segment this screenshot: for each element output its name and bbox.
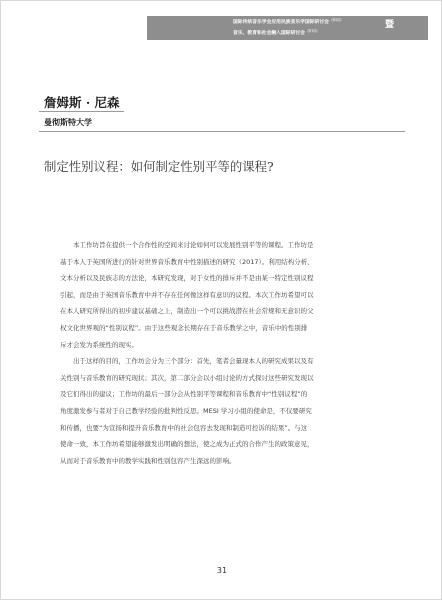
paragraph-line: 在本人研究所得出的初步建议基础之上，制造出一个可以挑战潜在社会常规和无意识的父	[60, 307, 314, 316]
conference-header	[233, 16, 383, 38]
header-conjunction: 暨	[385, 20, 395, 30]
paragraph-line: 斥才会发为系统性的现实。	[60, 340, 138, 349]
paragraph-line: 本工作坊旨在提供一个合作性的空间来讨论如何可以发展性别平等的课程。工作坊是	[73, 241, 314, 249]
body-text	[60, 237, 388, 469]
paragraph-line: 出于这样的目的，工作坊会分为三个部分：首先，笔者会量现本人的研究成果以及有	[73, 357, 314, 366]
paragraph-line: 角度激发参与者对于自己教学经验的批判性反思。MESI 学习小组的使命是，不仅要研究	[60, 406, 312, 415]
author-underline	[39, 111, 124, 112]
paragraph	[60, 237, 388, 353]
paragraph-line: 文本分析以及民族志的方法论，本研究发现，对于女性的排斥并不是由某一特定性别议程	[60, 274, 314, 283]
paragraph-line: 关性别与音乐教育的研究现状；其次，第二部分会以小组讨论的方式探讨这些研究发现以	[60, 373, 314, 382]
paragraph-line: 权文化世界观的“性别议程”。由于这些观念长期存在于音乐教学之中，音乐中的性别排	[60, 323, 308, 332]
article-title: 制定性别议程：如何制定性别平等的课程?	[44, 159, 274, 174]
page-number: 31	[216, 566, 228, 575]
header-line-2	[233, 27, 383, 38]
author-name: 詹姆斯 · 尼森	[44, 95, 120, 110]
header-line-1	[233, 16, 383, 27]
paragraph-line: 基于本人于英国所进行的针对世界音乐教育中性别描述的研究（2017）。利用结构分析、	[60, 257, 314, 266]
paragraph-line: 从而对于音乐教育中的教学实践和性别包容产生深远的影响。	[60, 456, 236, 465]
paragraph-line: 使命一致，本工作坊希望能够激发出明确的想法，使之成为正式的合作产生的政策意见，	[60, 440, 314, 449]
header-line-1-edition: （第8届）	[328, 18, 344, 22]
paragraph-line: 引起，而是由于英国音乐教育中并不存在任何像这样有意识的议程。本次工作坊希望可以	[60, 290, 314, 299]
author-affiliation: 曼彻斯特大学	[44, 117, 92, 127]
paragraph-line: 及它们得出的建议；工作坊的最后一部分会从性别平等课程和音乐教育中“性别议程”的	[60, 390, 308, 399]
paragraph-line: 和传播，也要“为宣扬和提升音乐教育中的社会包容去发现和制造可控诉的结果”。与这	[60, 423, 308, 432]
section-divider	[39, 131, 405, 132]
header-line-1-text: 国际传统音乐学会应用民族音乐学国际研讨会	[233, 20, 329, 25]
paragraph	[60, 353, 388, 469]
header-line-2-text: 音乐、教育和社会融入国际研讨会	[233, 31, 305, 36]
header-line-2-edition: （第3届）	[304, 29, 320, 33]
